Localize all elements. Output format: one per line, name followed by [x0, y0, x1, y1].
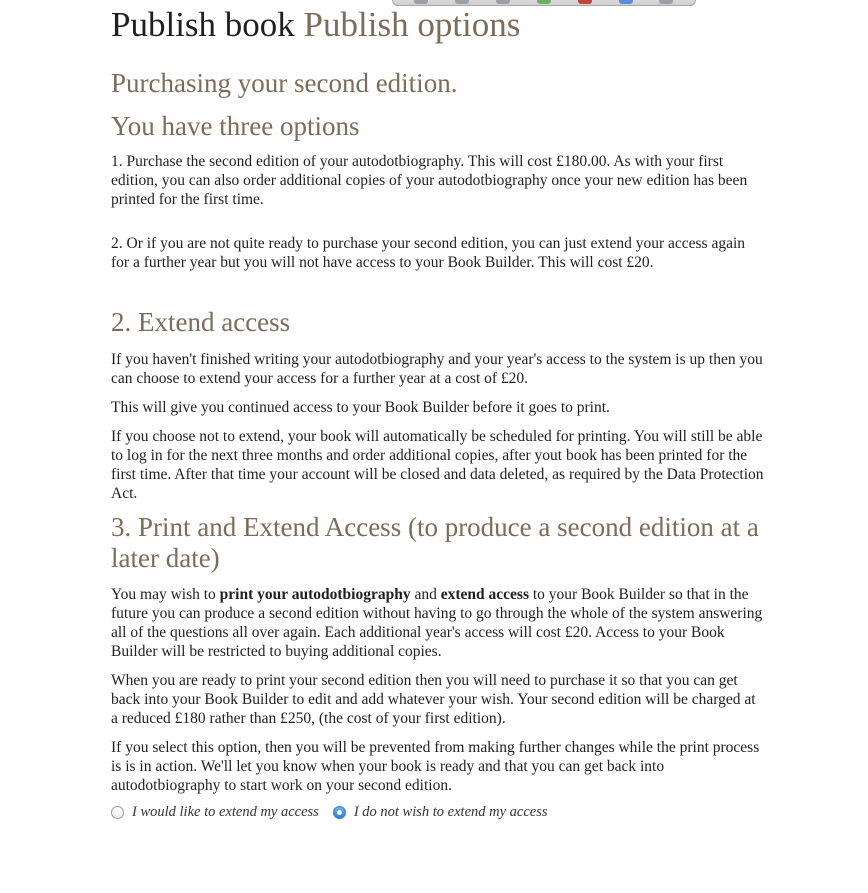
page-title [111, 3, 766, 47]
print-paragraph-1 [111, 585, 766, 661]
radio-extend-access-circle[interactable] [111, 806, 124, 819]
print-p1-emphasis-extend: extend access [440, 586, 529, 603]
print-p1-part-e: to your Book Builder so that in the future you can produce a second edition without having to go through the whole of the system answering all of the questions all over again. Each additional year's access will cost £20. Access to your Book Builder will be restricted to buying additional copies. [111, 586, 763, 660]
extend-paragraph-3: If you choose not to extend, your book will automatically be scheduled for printing. You will still be able to log in for the next three months and order additional copies, after yout book has been printed for the first time. After that time your account will be closed and data deleted, as required by the Data Protection Act. [111, 428, 764, 502]
options-heading: You have three options [111, 111, 360, 141]
radio-extend-access-label[interactable]: I would like to extend my access [132, 804, 319, 820]
print-paragraph-2: When you are ready to print your second edition then you will need to purchase it so that you can get back into your Book Builder to edit and add whatever your wish. Your second edition will be charged at a reduced £180 rather than £250, (the cost of your first edition). [111, 672, 756, 727]
page-title-accent: Publish options [303, 5, 521, 44]
page-title-main: Publish book [111, 5, 295, 44]
extend-choice-group [111, 804, 766, 821]
option-one-text: 1. Purchase the second edition of your autodotbiography. This will cost £180.00. As with your first edition, you can also order additional copies of your autodotbiography once your new edition has been printed for the first time. [111, 153, 748, 208]
option-two-text: 2. Or if you are not quite ready to purchase your second edition, you can just extend your access again for a further year but you will not have access to your Book Builder. This will cost £20. [111, 235, 746, 271]
print-extend-heading: 3. Print and Extend Access (to produce a second edition at a later date) [111, 512, 759, 573]
radio-no-extend-access-circle[interactable] [333, 806, 346, 819]
second-edition-heading: Purchasing your second edition. [111, 68, 458, 98]
extend-paragraph-1: If you haven't finished writing your autodotbiography and your year's access to the system is up then you can choose to extend your access for a further year at a cost of £20. [111, 351, 763, 387]
radio-no-extend-access[interactable] [333, 804, 548, 821]
radio-extend-access[interactable] [111, 804, 319, 821]
main-content [111, 0, 766, 821]
extend-access-heading: 2. Extend access [111, 307, 291, 337]
extend-paragraph-2: This will give you continued access to your Book Builder before it goes to print. [111, 399, 610, 416]
radio-no-extend-access-label[interactable]: I do not wish to extend my access [353, 804, 548, 820]
print-paragraph-3: If you select this option, then you will be prevented from making further changes while the print process is is in action. We'll let you know when your book is ready and that you can get back into autodotbiography to start work on your second edition. [111, 739, 760, 794]
print-p1-part-c: and [410, 586, 441, 603]
print-p1-emphasis-print: print your autodotbiography [219, 586, 411, 603]
print-p1-part-a: You may wish to [111, 586, 220, 603]
